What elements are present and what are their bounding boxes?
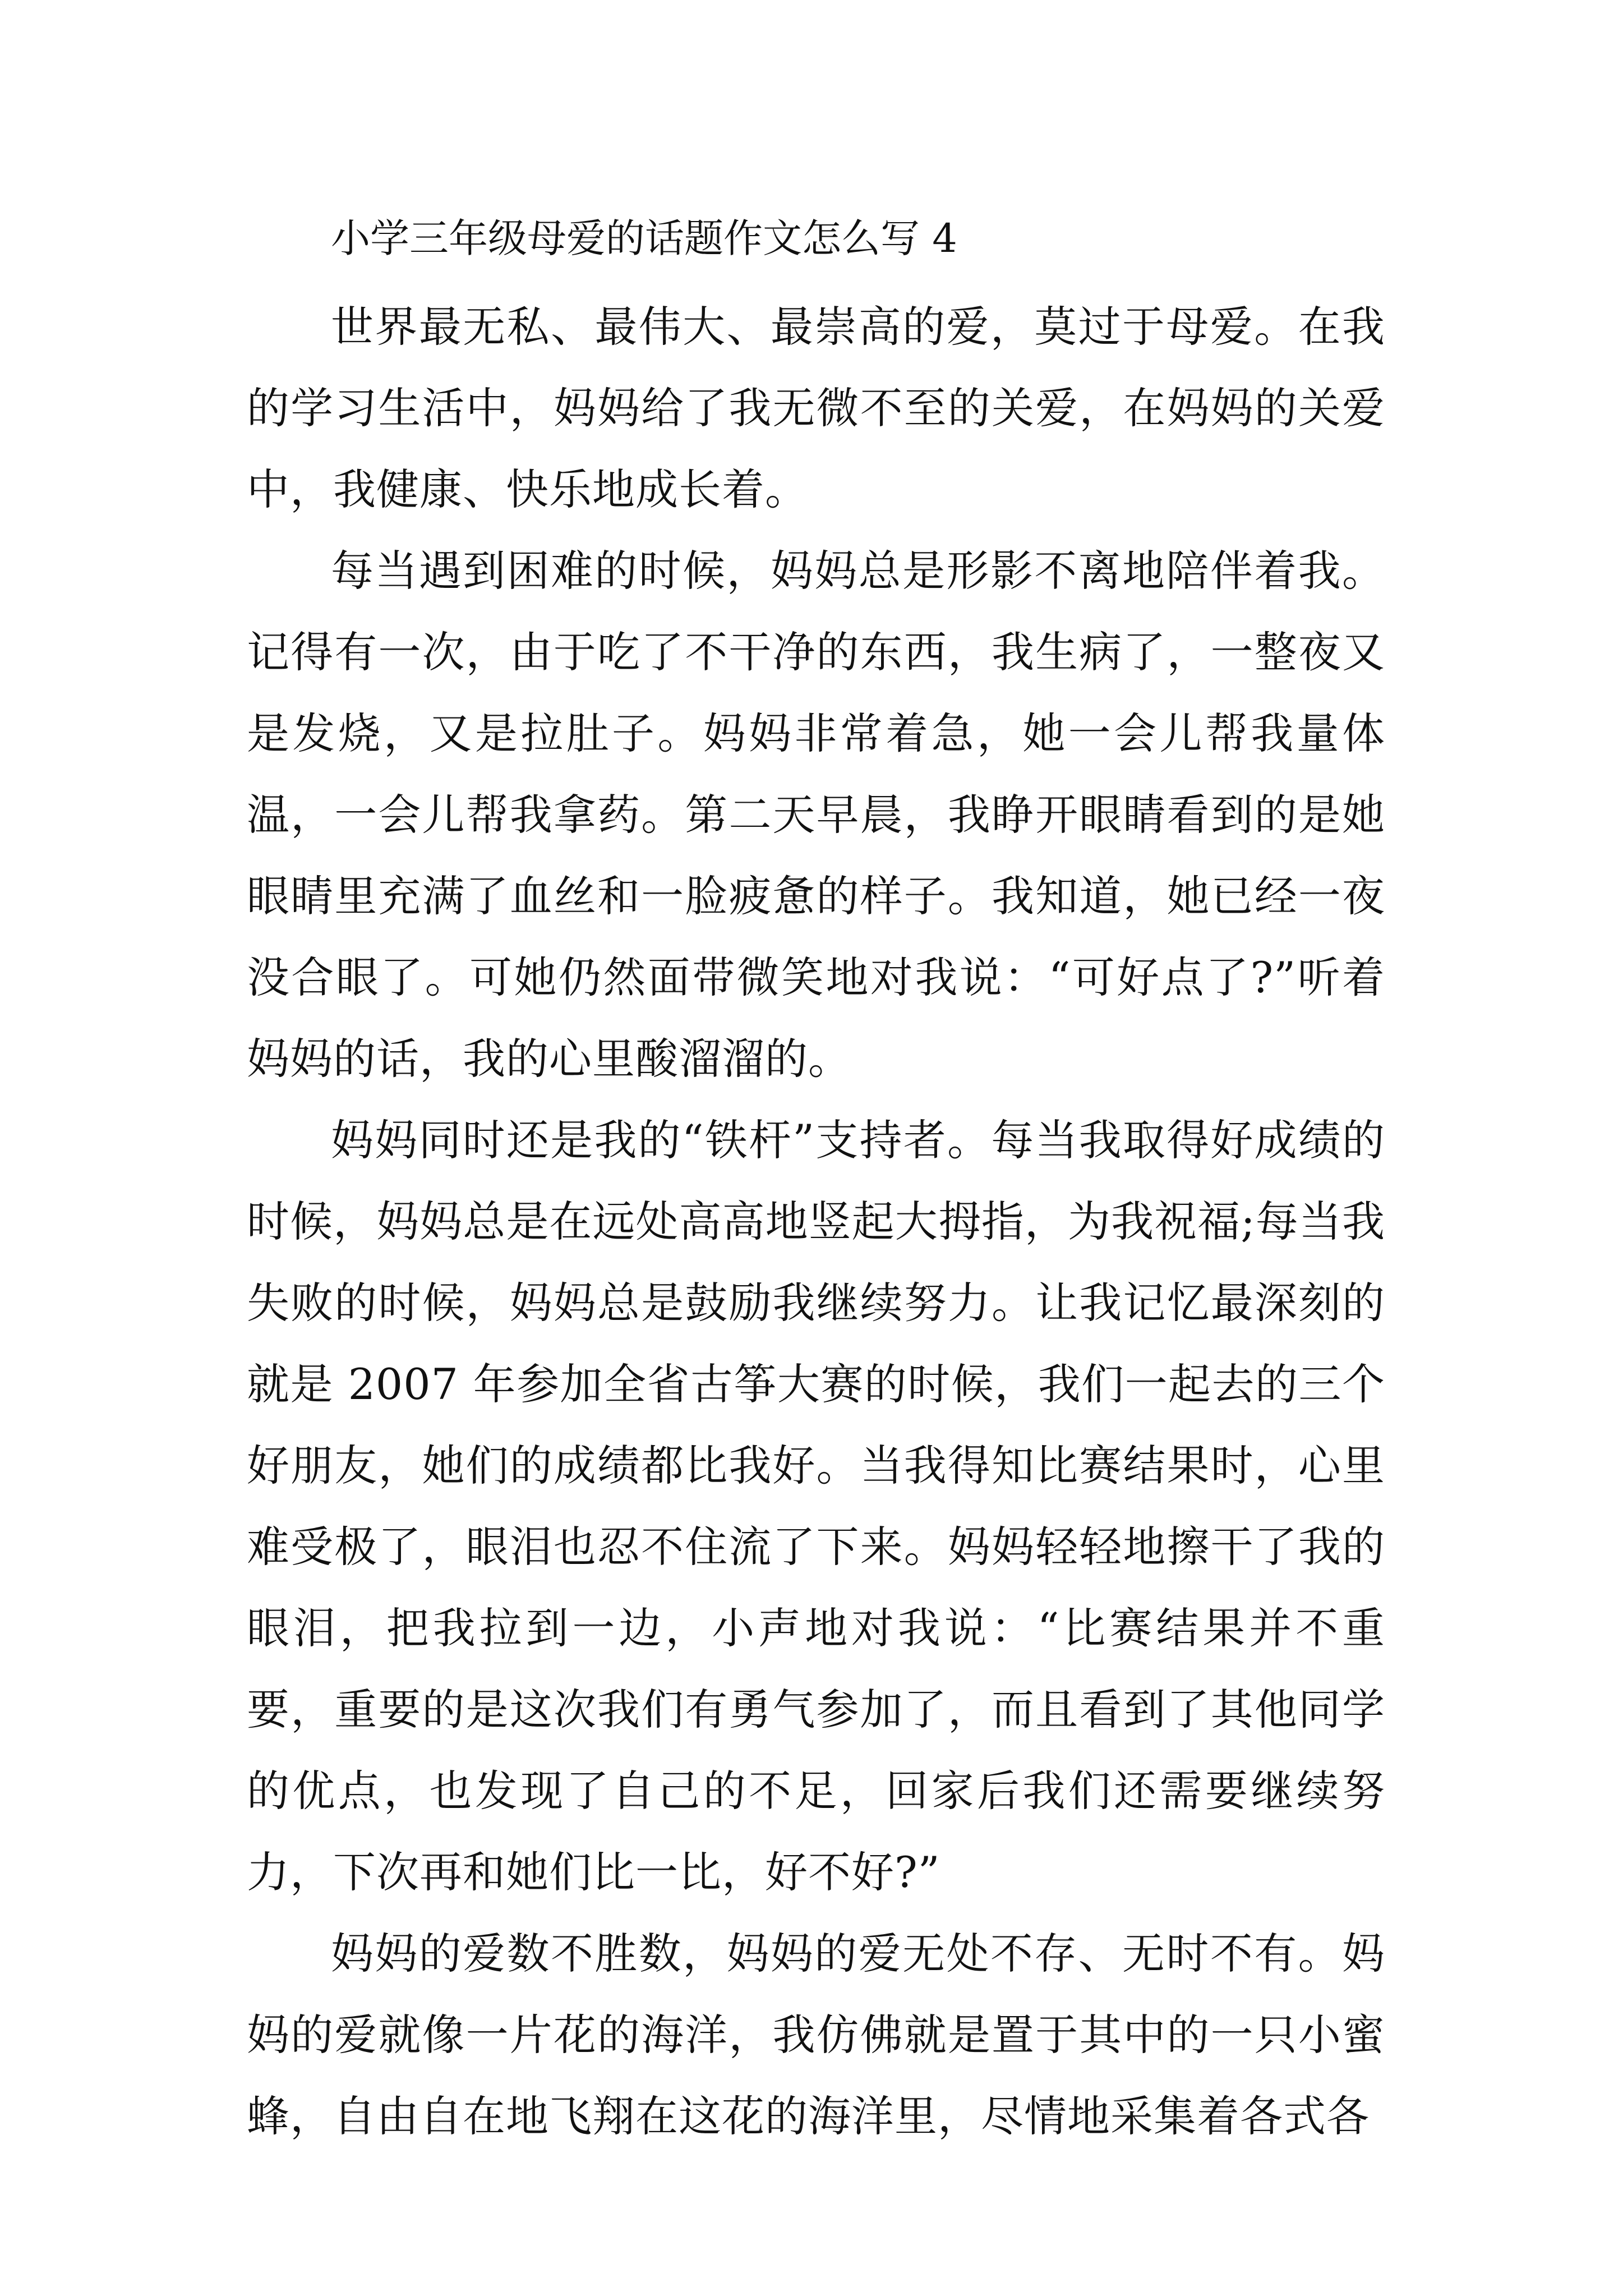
essay-title: 小学三年级母爱的话题作文怎么写 4 [331, 215, 957, 261]
paragraph-3: 妈妈同时还是我的“铁杆”支持者。每当我取得好成绩的时候，妈妈总是在远处高高地竖起大拇指，为我祝福;每当我失败的时候，妈妈总是鼓励我继续努力。让我记忆最深刻的就是 2007 年参加全省古筝大赛的时候，我们一起去的三个好朋友，她们的成绩都比我好。当我得知比赛结果时，心里难受极了，眼泪也忍不住流了下来。妈妈轻轻地擦干了我的眼泪，把我拉到一边，小声地对我说：“比赛结果并不重要，重要的是这次我们有勇气参加了，而且看到了其他同学的优点，也发现了自己的不足，回家后我们还需要继续努力，下次再和她们比一比，好不好?” [247, 1115, 1385, 1897]
paragraph-4: 妈妈的爱数不胜数，妈妈的爱无处不存、无时不有。妈妈的爱就像一片花的海洋，我仿佛就是置于其中的一只小蜜蜂，自由自在地飞翔在这花的海洋里，尽情地采集着各式各 [247, 1929, 1385, 2141]
paragraph-2: 每当遇到困难的时候，妈妈总是形影不离地陪伴着我。记得有一次，由于吃了不干净的东西，我生病了，一整夜又是发烧，又是拉肚子。妈妈非常着急，她一会儿帮我量体温，一会儿帮我拿药。第二天早晨，我睁开眼睛看到的是她眼睛里充满了血丝和一脸疲惫的样子。我知道，她已经一夜没合眼了。可她仍然面带微笑地对我说：“可好点了?”听着妈妈的话，我的心里酸溜溜的。 [247, 546, 1385, 1084]
paragraph-1: 世界最无私、最伟大、最崇高的爱，莫过于母爱。在我的学习生活中，妈妈给了我无微不至的关爱，在妈妈的关爱中，我健康、快乐地成长着。 [247, 302, 1385, 514]
document-body [247, 208, 1385, 2157]
